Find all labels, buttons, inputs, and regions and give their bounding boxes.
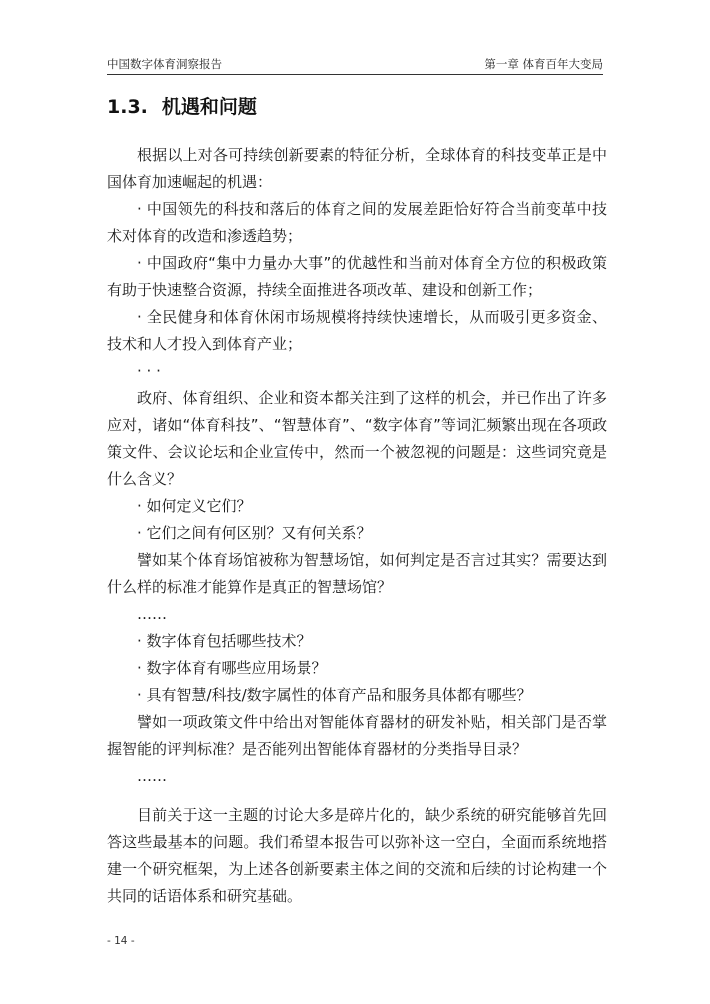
question-item: · 如何定义它们？ (137, 497, 252, 515)
bullet-item: · 中国政府“集中力量办大事”的优越性和当前对体育全方位的积极政策有助于快速整合资源，持续全面推进各项改革、建设和创新工作； (107, 254, 607, 299)
paragraph-example-venue: 譬如某个体育场馆被称为智慧场馆，如何判定是否言过其实？需要达到什么样的标准才能算作是真正的智慧场馆？ (107, 551, 607, 596)
body-content (107, 142, 607, 910)
chapter-title: 第一章 体育百年大变局 (484, 57, 603, 71)
section-title-text: 机遇和问题 (161, 96, 257, 118)
spacer (107, 790, 607, 802)
report-title: 中国数字体育洞察报告 (107, 57, 222, 71)
bullet-item: · 中国领先的科技和落后的体育之间的发展差距恰好符合当前变革中技术对体育的改造和渗透趋势； (107, 200, 607, 245)
page-header (107, 50, 603, 75)
question-item: · 数字体育有哪些应用场景？ (137, 659, 327, 677)
bullet-item: · 全民健身和体育休闲市场规模将持续快速增长，从而吸引更多资金、技术和人才投入到体育产业； (107, 308, 607, 353)
ellipsis-line: …… (137, 605, 167, 623)
question-item: · 数字体育包括哪些技术？ (137, 632, 312, 650)
page-number: - 14 - (107, 935, 135, 947)
ellipsis-line: …… (137, 767, 167, 785)
paragraph-opportunity: 政府、体育组织、企业和资本都关注到了这样的机会，并已作出了许多应对，诸如“体育科技”、“智慧体育”、“数字体育”等词汇频繁出现在各项政策文件、会议论坛和企业宣传中，然而一个被忽视的问题是：这些词究竟是什么含义？ (107, 389, 607, 488)
paragraph-intro: 根据以上对各可持续创新要素的特征分析，全球体育的科技变革正是中国体育加速崛起的机遇： (107, 146, 607, 191)
dots-line: · · · (137, 362, 161, 380)
paragraph-conclusion: 目前关于这一主题的讨论大多是碎片化的，缺少系统的研究能够首先回答这些最基本的问题。我们希望本报告可以弥补这一空白，全面而系统地搭建一个研究框架，为上述各创新要素主体之间的交流和后续的讨论构建一个共同的话语体系和研究基础。 (107, 806, 607, 905)
question-item: · 具有智慧/科技/数字属性的体育产品和服务具体都有哪些？ (137, 686, 532, 704)
section-heading (107, 92, 257, 119)
paragraph-example-policy: 譬如一项政策文件中给出对智能体育器材的研发补贴，相关部门是否掌握智能的评判标准？是否能列出智能体育器材的分类指导目录？ (107, 713, 607, 758)
question-item: · 它们之间有何区别？又有何关系？ (137, 524, 372, 542)
section-number: 1.3. (107, 96, 148, 118)
